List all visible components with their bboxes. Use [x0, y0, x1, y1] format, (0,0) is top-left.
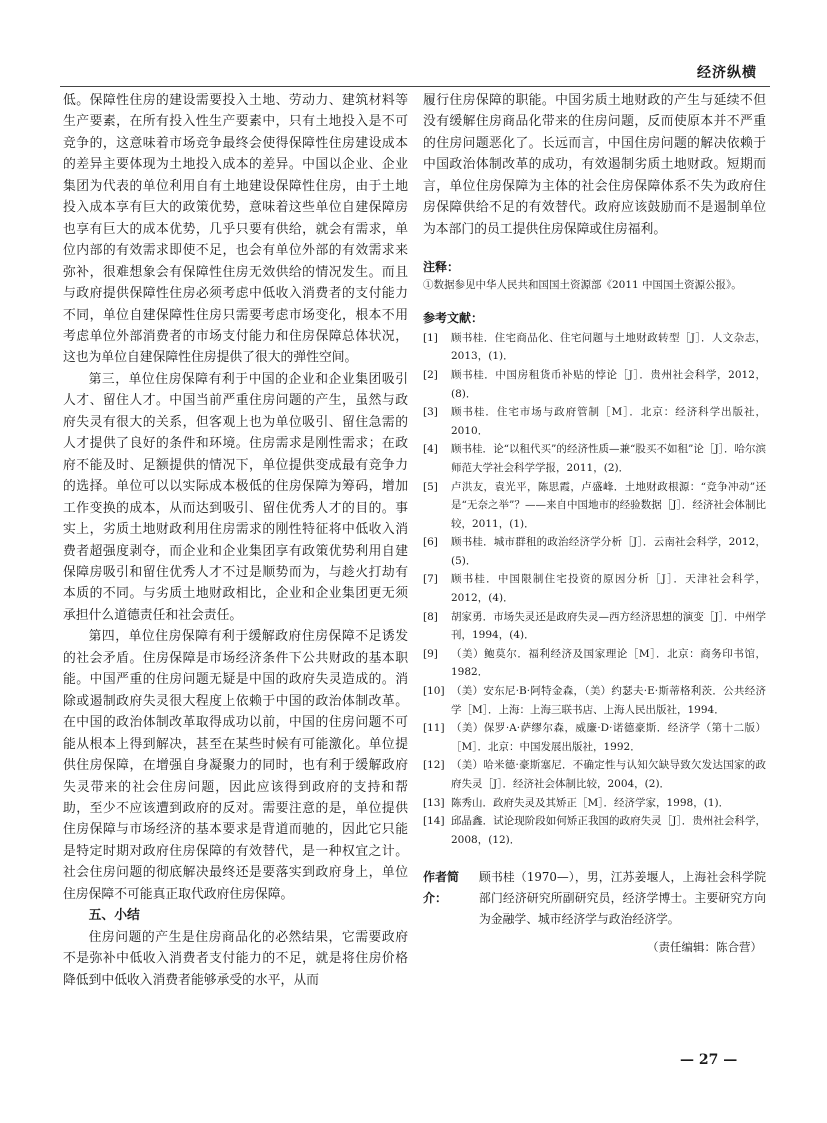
reference-text: 顾书桂．论“以租代买”的经济性质—兼“股买不如租”论［J］．哈尔滨师范大学社会科学学报，2011，(2)．: [451, 443, 766, 474]
reference-text: 卢洪友，袁光平，陈思霞，卢盛峰．土地财政根源：“竞争冲动”还是“无奈之举”？——来自中国地市的经验数据［J］．经济社会体制比较，2011，(1)．: [451, 480, 766, 530]
reference-text: （美）安东尼·B·阿特金森，（美）约瑟夫·E·斯蒂格利茨．公共经济学［M］．上海：上海三联书店、上海人民出版社，1994．: [451, 685, 766, 716]
left-column: [63, 90, 408, 991]
reference-number: [1]: [423, 331, 438, 344]
reference-text: 胡家勇．市场失灵还是政府失灵—西方经济思想的演变［J］．中州学刊，1994，(4)．: [451, 610, 766, 642]
notes-heading: 注释：: [423, 260, 460, 275]
body-paragraph: 住房问题的产生是住房商品化的必然结果，它需要政府不是弥补中低收入消费者支付能力的不足，就是将住房价格降低到中低收入消费者能够承受的水平，从而: [63, 929, 408, 988]
reference-text: （美）保罗·A·萨缪尔森，威廉·D·诺德豪斯．经济学（第十二版）［M］．北京：中国发展出版社，1992．: [451, 722, 766, 753]
responsible-editor: （责任编辑：陈合营）: [647, 940, 762, 955]
reference-item: [423, 478, 766, 534]
author-bio-text: 顾书桂（1970—），男，江苏姜堰人，上海社会科学院部门经济研究所副研究员，经济学博士。主要研究方向为金融学、城市经济学与政治经济学。: [479, 870, 766, 927]
body-paragraph: 第三，单位住房保障有利于中国的企业和企业集团吸引人才、留住人才。中国当前严重住房问题的产生，虽然与政府失灵有很大的关系，但客观上也为单位吸引、留住急需的人才提供了良好的条件和环境。住房需求是刚性需求；在政府不能及时、足额提供的情况下，单位提供变成最有竞争力的选择。单位可以以实际成本极低的住房保障为筹码，增加工作变换的成本，从而达到吸引、留住优秀人才的目的。事实上，劣质土地财政利用住房需求的刚性特征将中低收入消费者超强度剥夺，而企业和企业集团享有政策优势利用自建保障房吸引和留住优秀人才不过是顺势而为，与趁火打劫有本质的不同。与劣质土地财政相比，企业和企业集团更无须承担什么道德责任和社会责任。: [63, 371, 408, 623]
reference-text: 顾书桂．中国限制住宅投资的原因分析［J］．天津社会科学，2012，(4)．: [451, 573, 766, 605]
reference-text: 顾书桂．中国房租货币补贴的悖论［J］．贵州社会科学，2012，(8)．: [451, 368, 766, 400]
author-bio-label: 作者简介：: [423, 870, 460, 906]
reference-text: 顾书桂．住宅市场与政府管制［M］．北京：经济科学出版社，2010．: [451, 406, 766, 437]
reference-text: （美）鲍莫尔．福利经济及国家理论［M］．北京：商务印书馆，1982．: [451, 647, 766, 679]
page-number: — 27 —: [680, 1052, 738, 1068]
reference-item: [423, 570, 766, 607]
reference-text: 陈秀山．政府失灵及其矫正［M］．经济学家，1998，(1)．: [451, 796, 730, 809]
reference-item: [423, 812, 766, 849]
note-item: ①数据参见中华人民共和国国土资源部《2011 中国国土资源公报》。: [423, 279, 742, 292]
reference-text: （美）哈米德·豪斯塞尼．不确定性与认知欠缺导致欠发达国家的政府失灵［J］．经济社会体制比较，2004，(2)．: [451, 759, 766, 791]
reference-text: 顾书桂．住宅商品化、住宅问题与土地财政转型［J］．人文杂志，2013，(1)．: [451, 331, 766, 363]
reference-number: [12]: [423, 759, 445, 772]
reference-item: [423, 794, 766, 813]
journal-section-title: 经济纵横: [697, 65, 757, 81]
body-paragraph: 第四，单位住房保障有利于缓解政府住房保障不足诱发的社会矛盾。住房保障是市场经济条件下公共财政的基本职能。中国严重的住房问题无疑是中国的政府失灵造成的。消除或遏制政府失灵很大程度上依赖于中国的政治体制改革。在中国的政治体制改革取得成功以前，中国的住房问题不可能从根本上得到解决，甚至在某些时候有可能激化。单位提供住房保障，在增强自身凝聚力的同时，也有利于缓解政府失灵带来的社会住房问题，因此应该得到政府的支持和帮助，至少不应该遭到政府的反对。需要注意的是，单位提供住房保障与市场经济的基本要求是背道而驰的，因此它只能是特定时期对政府住房保障的有效替代，是一种权宜之计。社会住房问题的彻底解决最终还是要落实到政府身上，单位住房保障不可能真正取代政府住房保障。: [63, 629, 408, 902]
reference-number: [4]: [423, 443, 438, 456]
header-rule: [60, 86, 770, 87]
author-bio: [423, 867, 766, 930]
reference-list: [423, 329, 766, 850]
section-heading: 五、小结: [88, 908, 140, 924]
reference-text: 邱晶鑫．试论现阶段如何矫正我国的政府失灵［J］．贵州社会科学，2008，(12)．: [451, 815, 766, 846]
reference-item: [423, 756, 766, 793]
reference-item: [423, 440, 766, 477]
reference-number: [9]: [423, 647, 438, 660]
reference-number: [2]: [423, 368, 438, 381]
reference-number: [6]: [423, 536, 438, 549]
reference-item: [423, 403, 766, 440]
reference-item: [423, 533, 766, 570]
references-heading: 参考文献：: [423, 310, 484, 325]
reference-number: [13]: [423, 796, 445, 809]
reference-number: [14]: [423, 815, 445, 828]
reference-text: 顾书桂．城市群租的政治经济学分析［J］．云南社会科学，2012，(5)．: [451, 536, 766, 567]
reference-number: [7]: [423, 573, 438, 586]
reference-item: [423, 329, 766, 366]
reference-number: [11]: [423, 722, 445, 735]
reference-number: [3]: [423, 406, 438, 419]
reference-item: [423, 608, 766, 645]
reference-item: [423, 682, 766, 719]
reference-item: [423, 645, 766, 682]
right-column: [423, 90, 766, 956]
body-paragraph: 履行住房保障的职能。中国劣质土地财政的产生与延续不但没有缓解住房商品化带来的住房问题，反而使原本并不严重的住房问题恶化了。长远而言，中国住房问题的解决依赖于中国政治体制改革的成功，有效遏制劣质土地财政。短期而言，单位住房保障为主体的社会住房保障体系不失为政府住房保障供给不足的有效替代。政府应该鼓励而不是遏制单位为本部门的员工提供住房保障或住房福利。: [423, 93, 766, 237]
reference-item: [423, 366, 766, 403]
reference-number: [8]: [423, 610, 438, 623]
reference-item: [423, 719, 766, 756]
reference-number: [10]: [423, 685, 445, 698]
reference-number: [5]: [423, 480, 438, 493]
body-paragraph: 低。保障性住房的建设需要投入土地、劳动力、建筑材料等生产要素，在所有投入性生产要素中，只有土地投入是不可竞争的，这意味着市场竞争最终会使得保障性住房建设成本的差异主要体现为土地投入成本的差异。中国以企业、企业集团为代表的单位利用自有土地建设保障性住房，由于土地投入成本享有巨大的政策优势，意味着这些单位自建保障房也享有巨大的成本优势，几乎只要有供给，就会有需求，单位内部的有效需求即使不足，也会有单位外部的有效需求来弥补，很难想象会有保障性住房无效供给的情况发生。而且与政府提供保障性住房必须考虑中低收入消费者的支付能力不同，单位自建保障性住房只需要考虑市场变化，根本不用考虑单位外部消费者的市场支付能力和住房保障总体状况，这也为单位自建保障性住房提供了很大的弹性空间。: [63, 93, 408, 366]
